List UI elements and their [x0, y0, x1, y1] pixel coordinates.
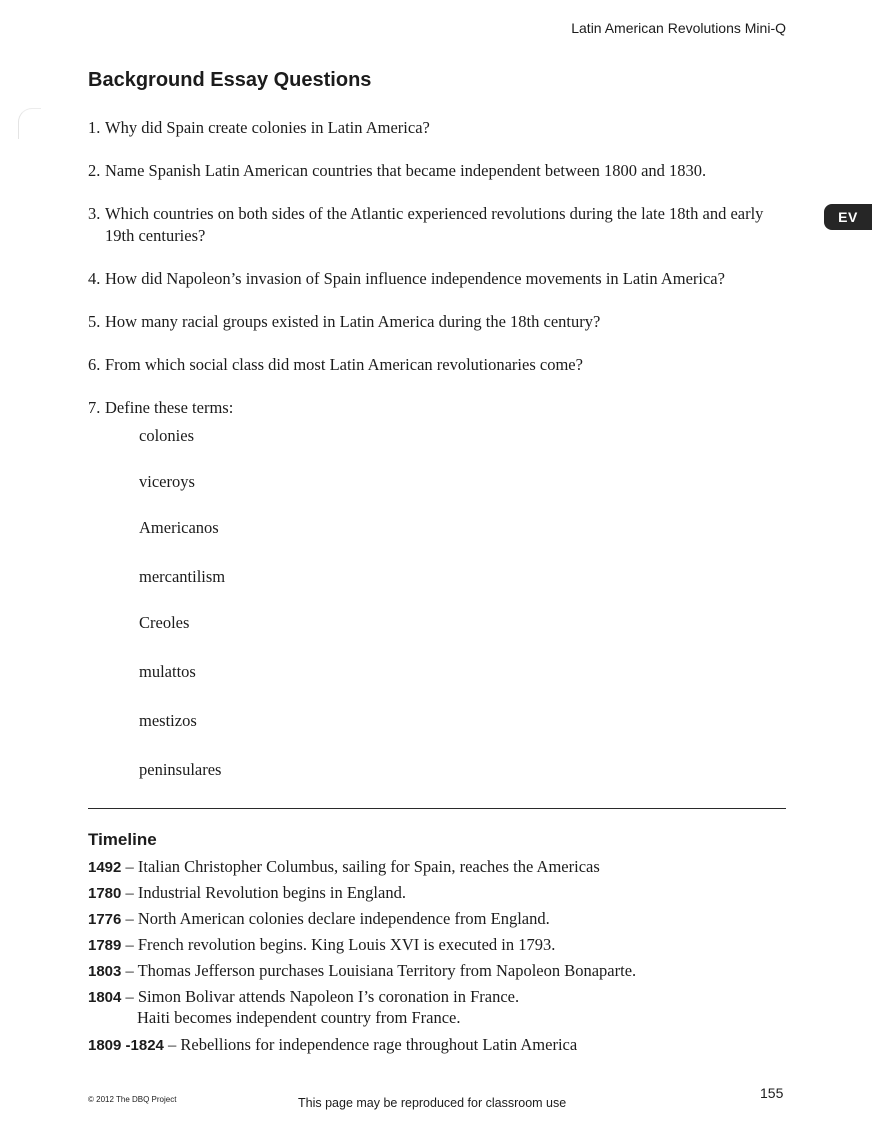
timeline-entry — [88, 986, 788, 1009]
question-text: Why did Spain create colonies in Latin America? — [105, 118, 430, 137]
footer-note: This page may be reproduced for classroom use — [298, 1096, 567, 1110]
term-viceroys: viceroys — [139, 472, 195, 491]
timeline-year: 1803 — [88, 963, 122, 980]
timeline-continuation: Haiti becomes independent country from France. — [137, 1008, 461, 1027]
question-text: From which social class did most Latin American revolutionaries come? — [105, 355, 583, 374]
timeline-text: – Simon Bolivar attends Napoleon I’s coronation in France. — [121, 987, 520, 1006]
question-number: 2. — [88, 161, 101, 180]
question-1 — [88, 117, 778, 139]
page-number: 155 — [760, 1085, 784, 1101]
timeline-entry — [88, 882, 788, 905]
running-header: Latin American Revolutions Mini-Q — [571, 20, 786, 36]
timeline-text: – Rebellions for independence rage throughout Latin America — [163, 1035, 578, 1054]
timeline-entry — [88, 960, 788, 983]
question-text: Which countries on both sides of the Atlantic experienced revolutions during the late 18th and early 19th centuries? — [105, 204, 764, 245]
section-tab-ev: EV — [824, 204, 872, 230]
question-text: How did Napoleon’s invasion of Spain influence independence movements in Latin America? — [105, 269, 725, 288]
timeline-text: – Thomas Jefferson purchases Louisiana Territory from Napoleon Bonaparte. — [121, 961, 637, 980]
timeline-year: 1492 — [88, 859, 122, 876]
question-number: 7. — [88, 398, 101, 417]
question-number: 4. — [88, 269, 101, 288]
page-title: Background Essay Questions — [88, 69, 372, 91]
timeline-entry — [88, 934, 788, 957]
term-creoles: Creoles — [139, 613, 190, 632]
question-2 — [88, 160, 778, 182]
timeline-entry — [88, 908, 788, 931]
term-mercantilism: mercantilism — [139, 567, 226, 586]
timeline-entry — [88, 856, 788, 879]
question-number: 5. — [88, 312, 101, 331]
question-text: Define these terms: — [105, 398, 234, 417]
section-divider — [88, 808, 786, 809]
term-mestizos: mestizos — [139, 711, 197, 730]
timeline-entry — [88, 1034, 788, 1057]
term-peninsulares: peninsulares — [139, 760, 222, 779]
timeline-text: – North American colonies declare independence from England. — [121, 909, 550, 928]
question-number: 3. — [88, 204, 101, 223]
question-7 — [88, 397, 778, 419]
term-mulattos: mulattos — [139, 662, 196, 681]
question-3 — [88, 203, 778, 247]
scan-artifact — [18, 108, 41, 139]
question-5 — [88, 311, 778, 333]
timeline-text: – Industrial Revolution begins in England. — [121, 883, 406, 902]
question-text: Name Spanish Latin American countries that became independent between 1800 and 1830. — [105, 161, 707, 180]
timeline-text: – Italian Christopher Columbus, sailing for Spain, reaches the Americas — [121, 857, 600, 876]
timeline-text: – French revolution begins. King Louis XVI is executed in 1793. — [121, 935, 556, 954]
question-text: How many racial groups existed in Latin America during the 18th century? — [105, 312, 601, 331]
question-number: 1. — [88, 118, 101, 137]
term-americanos: Americanos — [139, 518, 219, 537]
timeline-year: 1809 -1824 — [88, 1037, 164, 1054]
timeline-year: 1804 — [88, 989, 122, 1006]
question-6 — [88, 354, 778, 376]
footer-copyright: © 2012 The DBQ Project — [88, 1095, 177, 1104]
timeline-year: 1789 — [88, 937, 122, 954]
term-colonies: colonies — [139, 426, 194, 445]
question-4 — [88, 268, 778, 290]
timeline-year: 1780 — [88, 885, 122, 902]
timeline-year: 1776 — [88, 911, 122, 928]
question-number: 6. — [88, 355, 101, 374]
timeline-title: Timeline — [88, 830, 157, 849]
